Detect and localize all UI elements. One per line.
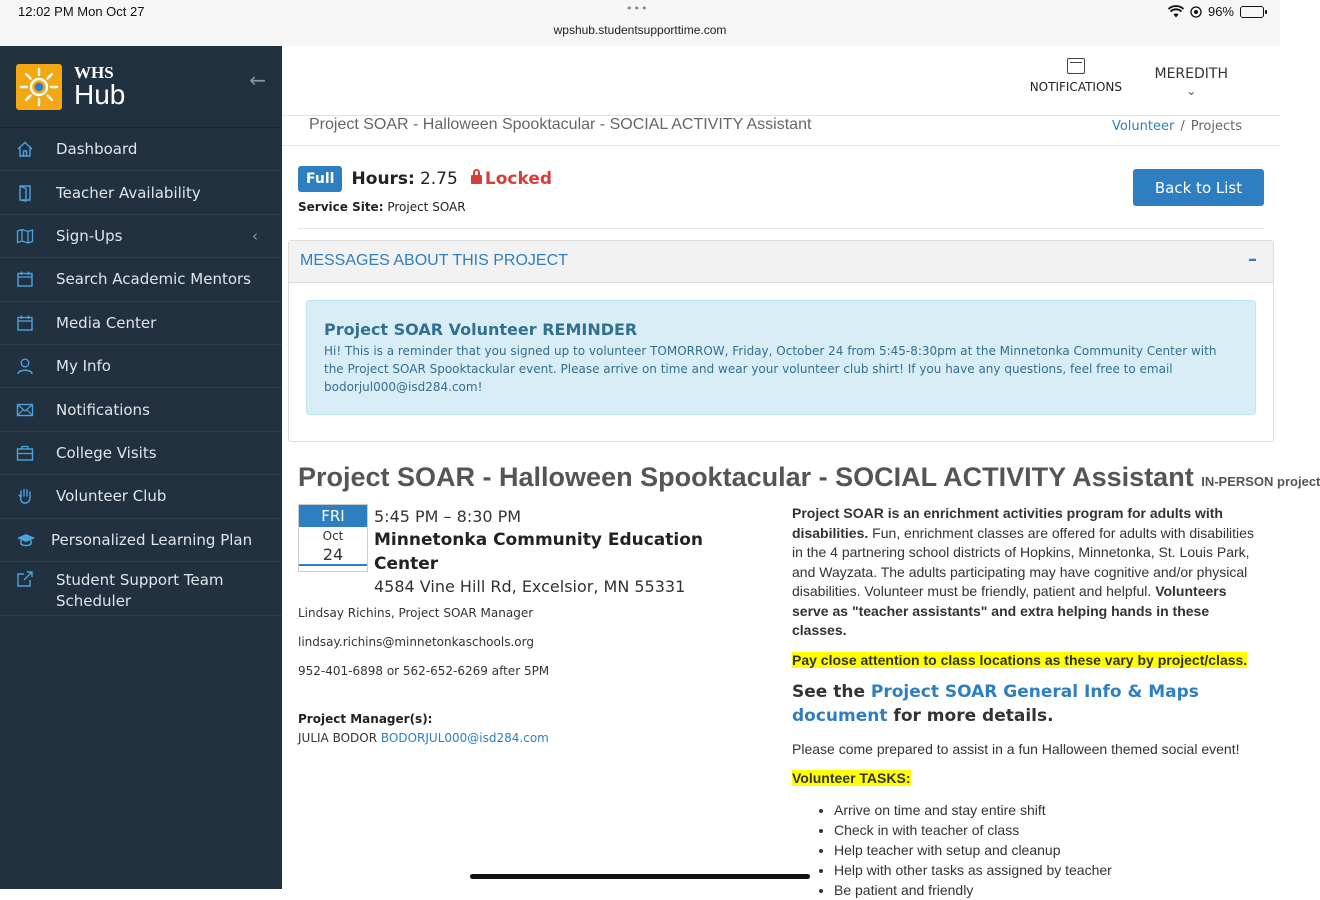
status-right [1168, 4, 1264, 19]
description-outro: Volunteers serve as "teacher assistants" and extra helping hands in these classes. [792, 583, 1227, 638]
calendar-icon [1067, 58, 1085, 74]
contact-name: Lindsay Richins, Project SOAR Manager [298, 606, 534, 620]
sidebar-item-search-academic-mentors[interactable] [0, 258, 282, 301]
date-day: 24 [299, 546, 367, 566]
brand-top: WHS [74, 62, 114, 82]
title-bar [282, 116, 1280, 146]
ios-status-bar [0, 0, 1280, 46]
collapse-sidebar-arrow-icon[interactable]: ← [249, 68, 266, 92]
notifications-label: NOTIFICATIONS [1029, 80, 1122, 94]
sidebar-item-personalized-learning-plan[interactable] [0, 519, 282, 562]
sidebar-item-notifications[interactable] [0, 388, 282, 431]
date-day-of-week: FRI [299, 505, 367, 527]
sidebar-item-teacher-availability[interactable] [0, 171, 282, 214]
alert-body: Hi! This is a reminder that you signed up to volunteer TOMORROW, Friday, October 24 from 5:45-8:30pm at the Minnetonka Community Center with the Project SOAR Spooktackular event. Please arrive on time and wear your volunteer club shirt! If you have any questions, feel free to email bodorjul000@isd284.com! [324, 344, 1217, 394]
project-description [792, 504, 1262, 900]
description-intro: Project SOAR is an enrichment activities program for adults with disabilities. [792, 505, 1223, 541]
battery-percent: 96% [1207, 4, 1234, 19]
wifi-icon [1168, 6, 1184, 18]
tasks-heading-line [792, 769, 1262, 788]
sidebar-item-label: Sign-Ups [56, 226, 123, 245]
chevron-down-icon: ⌄ [1186, 84, 1197, 98]
contact-email: lindsay.richins@minnetonkaschools.org [298, 635, 534, 649]
status-time: 12:02 PM Mon Oct 27 [18, 4, 145, 19]
user-menu[interactable] [1155, 66, 1229, 98]
main-content [282, 116, 1320, 898]
sidebar-item-student-support-team-scheduler[interactable] [0, 562, 282, 616]
chevron-left-icon[interactable]: ‹ [252, 226, 258, 245]
locked-label: Locked [484, 169, 553, 189]
list-item: • Help teacher with setup and cleanup [834, 840, 1262, 860]
sidebar-item-college-visits[interactable] [0, 432, 282, 475]
event-venue: Minnetonka Community Education Center [374, 530, 703, 574]
hours-label: Hours: [351, 169, 415, 189]
sidebar-item-label: College Visits [56, 443, 157, 462]
lock-icon [471, 175, 482, 184]
sidebar-item-media-center[interactable] [0, 302, 282, 345]
project-manager-email-link[interactable]: BODORJUL000@isd284.com [380, 731, 549, 745]
event-address: 4584 Vine Hill Rd, Excelsior, MN 55331 [374, 577, 686, 596]
page-title: Project SOAR - Halloween Spooktacular - SOCIAL ACTIVITY Assistant [309, 116, 812, 133]
highlight-text: Pay close attention to class locations as these vary by project/class. [792, 651, 1248, 668]
breadcrumb-volunteer-link[interactable]: Volunteer [1111, 119, 1175, 134]
sidebar [0, 46, 282, 889]
list-item: • Be patient and friendly [834, 880, 1262, 900]
alert-title: Project SOAR Volunteer REMINDER [324, 320, 638, 339]
messages-panel-title: MESSAGES ABOUT THIS PROJECT [300, 252, 568, 269]
location-icon [1190, 6, 1202, 18]
date-month: Oct [322, 529, 344, 543]
graduation-cap-icon [0, 532, 51, 548]
service-site [298, 200, 466, 214]
contact-phone: 952-401-6898 or 562-652-6269 after 5PM [298, 664, 550, 678]
top-header [282, 46, 1280, 116]
breadcrumb-current: Projects [1190, 119, 1242, 134]
reminder-alert [306, 300, 1256, 415]
user-icon [0, 357, 56, 375]
battery-icon [1240, 6, 1264, 18]
event-time: 5:45 PM – 8:30 PM [374, 507, 522, 526]
sidebar-nav [0, 128, 282, 616]
service-site-value: Project SOAR [387, 200, 466, 214]
sidebar-item-label: Search Academic Mentors [56, 270, 251, 289]
home-indicator[interactable] [470, 874, 810, 879]
full-badge: Full [298, 166, 342, 192]
brand[interactable] [0, 46, 282, 128]
sidebar-item-volunteer-club[interactable] [0, 475, 282, 518]
collapse-toggle-icon[interactable]: – [1248, 249, 1257, 270]
sidebar-item-label: My Info [56, 357, 111, 376]
user-name: MEREDITH [1154, 66, 1228, 82]
calendar-icon [0, 270, 56, 288]
envelope-icon [0, 401, 56, 419]
sidebar-item-label: Media Center [56, 313, 157, 332]
map-icon [0, 227, 56, 245]
tasks-heading: Volunteer TASKS: [792, 769, 911, 786]
breadcrumb-separator: / [1180, 119, 1185, 134]
messages-panel-header[interactable] [289, 241, 1273, 283]
event-info [374, 506, 768, 598]
task-list [792, 800, 1262, 900]
project-heading-text: Project SOAR - Halloween Spooktacular - SOCIAL ACTIVITY Assistant [298, 462, 1194, 492]
address-bar-url[interactable]: wpshub.studentsupporttime.com [553, 23, 727, 37]
list-item: • Arrive on time and stay entire shift [834, 800, 1262, 820]
more-dots-icon[interactable]: ••• [626, 2, 649, 15]
sidebar-item-label: Dashboard [56, 140, 138, 159]
messages-panel [288, 240, 1274, 442]
sidebar-item-label: Volunteer Club [56, 487, 167, 506]
project-heading [298, 462, 1320, 493]
sidebar-item-sign-ups[interactable] [0, 215, 282, 258]
in-person-tag: IN-PERSON project [1201, 474, 1320, 489]
door-icon [0, 184, 56, 202]
home-icon [0, 140, 56, 158]
external-link-icon [0, 570, 56, 588]
brand-bottom: Hub [74, 78, 126, 110]
project-manager-label: Project Manager(s): [298, 712, 433, 726]
locked-status [471, 169, 552, 189]
see-prefix: See the [792, 681, 871, 702]
sidebar-item-label: Student Support Team Scheduler [56, 570, 224, 610]
sun-logo-icon [16, 64, 62, 110]
see-suffix: for more details. [887, 705, 1054, 726]
notifications-button[interactable] [1030, 58, 1122, 94]
hours-value: 2.75 [419, 169, 458, 189]
project-manager [298, 731, 549, 745]
hand-icon [0, 487, 56, 505]
general-info-document-link[interactable]: Project SOAR General Info & Maps document [792, 681, 1199, 726]
sidebar-item-label: Notifications [56, 400, 150, 419]
status-row [298, 166, 552, 192]
sidebar-item-label: Teacher Availability [56, 183, 201, 202]
service-site-label: Service Site: [298, 200, 384, 214]
sidebar-item-label: Personalized Learning Plan [51, 530, 253, 549]
sidebar-item-my-info[interactable] [0, 345, 282, 388]
project-manager-name: JULIA BODOR [298, 731, 378, 745]
see-document [792, 680, 1262, 728]
back-to-list-button[interactable]: Back to List [1133, 169, 1264, 206]
list-item: • Help with other tasks as assigned by teacher [834, 860, 1262, 880]
breadcrumb [1112, 119, 1242, 134]
brand-text [74, 62, 126, 110]
divider [298, 228, 1264, 229]
highlight-line [792, 651, 1262, 670]
calendar-icon [0, 314, 56, 332]
sidebar-item-dashboard[interactable] [0, 128, 282, 171]
list-item: • Check in with teacher of class [834, 820, 1262, 840]
description-paragraph [792, 504, 1262, 641]
briefcase-icon [0, 444, 56, 462]
prepared-text: Please come prepared to assist in a fun Halloween themed social event! [792, 740, 1240, 757]
description-body: Fun, enrichment classes are offered for adults with disabilities in the 4 partnering school districts of Hopkins, Minnetonka, St. Louis Park, and Wayzata. The adults participating may have cognitive and/or physical disabilities. Volunteer must be friendly, patient and helpful. [792, 524, 1254, 599]
date-box [298, 504, 368, 572]
